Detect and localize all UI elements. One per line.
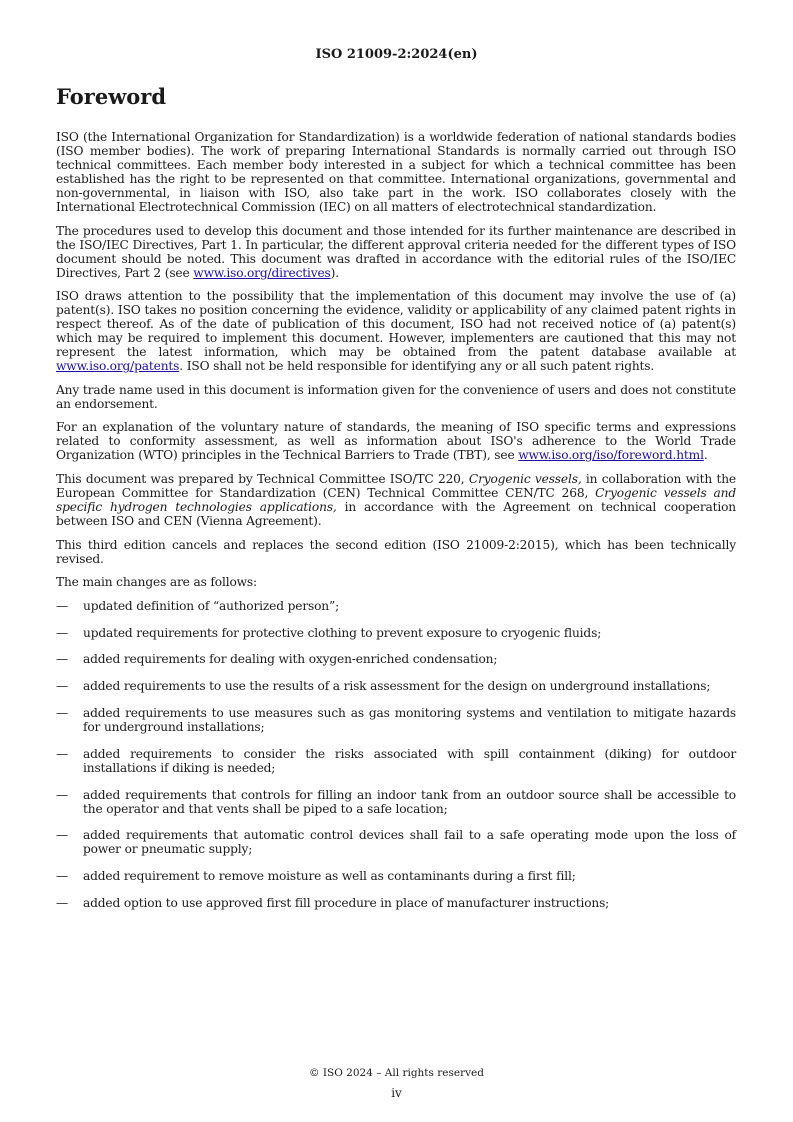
paragraph-text: This document was prepared by Technical Committee ISO/TC 220, bbox=[56, 471, 469, 486]
paragraph-text: . ISO shall not be held responsible for identifying any or all such patent rights. bbox=[179, 359, 655, 374]
paragraph-procedures bbox=[56, 224, 736, 280]
list-item-text: added requirement to remove moisture as well as contaminants during a first fill; bbox=[83, 869, 576, 884]
list-item bbox=[56, 679, 736, 693]
dash-bullet: — bbox=[56, 705, 69, 720]
page-number: iv bbox=[391, 1086, 402, 1100]
copyright-footer: © ISO 2024 – All rights reserved bbox=[309, 1067, 484, 1079]
list-item bbox=[56, 896, 736, 910]
paragraph-edition: This third edition cancels and replaces the second edition (ISO 21009-2:2015), which has been technically revised. bbox=[56, 537, 736, 566]
paragraph-text: . bbox=[703, 448, 708, 463]
list-item-text: updated requirements for protective clothing to prevent exposure to cryogenic fluids; bbox=[83, 625, 602, 640]
paragraph-text: ). bbox=[330, 265, 339, 280]
page-title: Foreword bbox=[56, 84, 167, 109]
paragraph-text: in collaboration with the European Committee for Standardization (CEN) Technical Committee CEN/TC 268, bbox=[56, 471, 736, 500]
committee-title: Cryogenic vessels and specific hydrogen technologies applications, bbox=[56, 485, 736, 514]
paragraph-prepared-by bbox=[56, 472, 736, 528]
list-item bbox=[56, 706, 736, 734]
list-item bbox=[56, 599, 736, 613]
paragraph-patents bbox=[56, 289, 736, 373]
list-item-text: added requirements that controls for filling an indoor tank from an outdoor source shall be accessible to the operator and that vents shall be piped to a safe location; bbox=[83, 787, 736, 816]
list-item bbox=[56, 869, 736, 883]
list-item bbox=[56, 747, 736, 775]
list-item bbox=[56, 828, 736, 856]
document-header: ISO 21009-2:2024(en) bbox=[315, 47, 478, 62]
list-item-text: added requirements to use the results of a risk assessment for the design on underground installations; bbox=[83, 679, 711, 694]
dash-bullet: — bbox=[56, 828, 69, 843]
dash-bullet: — bbox=[56, 787, 69, 802]
paragraph-text: The procedures used to develop this document and those intended for its further maintenance are described in the ISO/IEC Directives, Part 1. In particular, the different approval criteria needed for the different types of ISO document should be noted. This document was drafted in accordance with the editorial rules of the ISO/IEC Directives, Part 2 (see bbox=[56, 223, 736, 280]
dash-bullet: — bbox=[56, 746, 69, 761]
changes-list bbox=[56, 599, 736, 910]
foreword-link[interactable]: www.iso.org/iso/foreword.html bbox=[518, 448, 704, 463]
list-item-text: added option to use approved first fill procedure in place of manufacturer instructions; bbox=[83, 895, 610, 910]
paragraph-text: ISO draws attention to the possibility that the implementation of this document may involve the use of (a) patent(s). ISO takes no position concerning the evidence, validity or applicability of any claimed patent rights in respect thereof. As of the date of publication of this document, ISO had not received notice of (a) patent(s) which may be required to implement this document. However, implementers are cautioned that this may not represent the latest information, which may be obtained from the patent database available at bbox=[56, 289, 736, 360]
paragraph-changes-intro: The main changes are as follows: bbox=[56, 575, 257, 590]
paragraph-text: For an explanation of the voluntary nature of standards, the meaning of ISO specific terms and expressions related to conformity assessment, as well as information about ISO's adherence to the World Trade Organization (WTO) principles in the Technical Barriers to Trade (TBT), see bbox=[56, 420, 736, 463]
dash-bullet: — bbox=[56, 625, 69, 640]
paragraph-text: in accordance with the Agreement on technical cooperation between ISO and CEN (Vienna Agreement). bbox=[56, 499, 737, 528]
paragraph-iso-federation: ISO (the International Organization for Standardization) is a worldwide federation of national standards bodies (ISO member bodies). The work of preparing International Standards is normally carried out through ISO technical committees. Each member body interested in a subject for which a technical committee has been established has the right to be represented on that committee. International organizations, governmental and non-governmental, in liaison with ISO, also take part in the work. ISO collaborates closely with the International Electrotechnical Commission (IEC) on all matters of electrotechnical standardization. bbox=[56, 130, 736, 214]
list-item-text: updated definition of “authorized person”; bbox=[83, 598, 340, 613]
list-item bbox=[56, 788, 736, 816]
list-item-text: added requirements to use measures such as gas monitoring systems and ventilation to mitigate hazards for underground installations; bbox=[83, 705, 736, 734]
dash-bullet: — bbox=[56, 652, 69, 667]
committee-title: Cryogenic vessels, bbox=[468, 471, 582, 486]
dash-bullet: — bbox=[56, 869, 69, 884]
list-item-text: added requirements to consider the risks associated with spill containment (diking) for outdoor installations if diking is needed; bbox=[83, 746, 736, 775]
list-item-text: added requirements that automatic control devices shall fail to a safe operating mode upon the loss of power or pneumatic supply; bbox=[83, 828, 736, 857]
list-item-text: added requirements for dealing with oxygen-enriched condensation; bbox=[83, 652, 498, 667]
paragraph-trade-name: Any trade name used in this document is information given for the convenience of users and does not constitute an endorsement. bbox=[56, 382, 736, 411]
list-item bbox=[56, 626, 736, 640]
directives-link[interactable]: www.iso.org/directives bbox=[193, 265, 331, 280]
list-item bbox=[56, 652, 736, 666]
paragraph-voluntary-nature bbox=[56, 420, 736, 462]
patents-link[interactable]: www.iso.org/patents bbox=[56, 359, 180, 374]
dash-bullet: — bbox=[56, 679, 69, 694]
dash-bullet: — bbox=[56, 598, 69, 613]
dash-bullet: — bbox=[56, 895, 69, 910]
foreword-body bbox=[56, 130, 736, 923]
